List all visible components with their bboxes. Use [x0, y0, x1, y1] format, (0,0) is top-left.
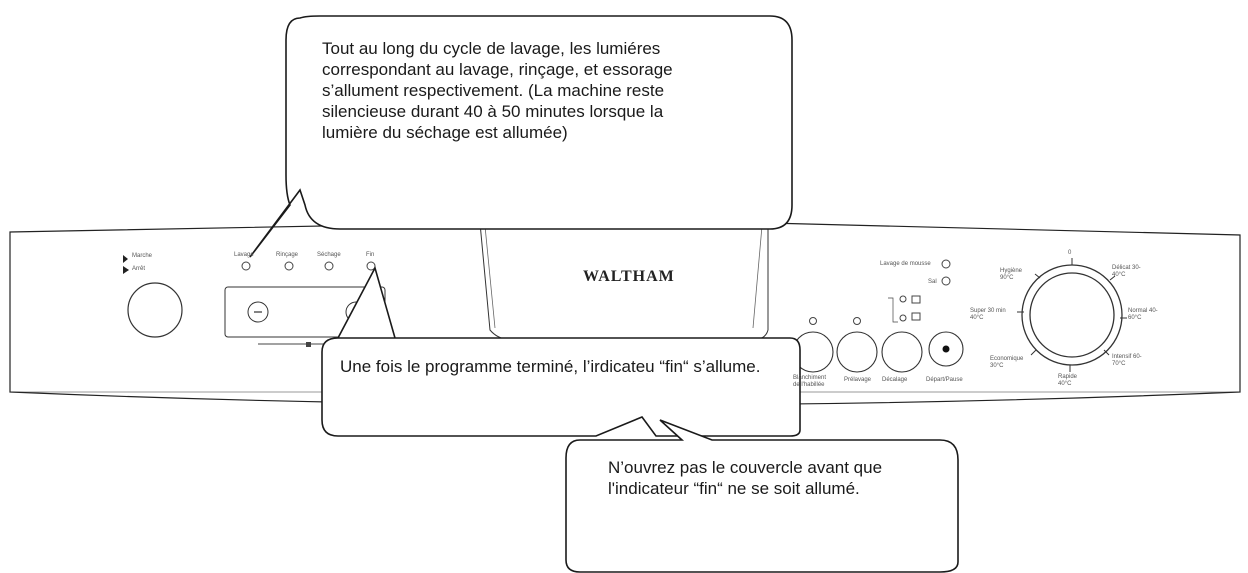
callout-cycle-lights-text: Tout au long du cycle de lavage, les lumiéres correspondant au lavage, rinçage, et essorage s’allument respectivement. (La machine reste silencieuse durant 40 à 50 minutes lorsque la lumière du séchage est allumée)	[322, 39, 673, 142]
brand-logo: WALTHAM	[583, 268, 675, 285]
status-light-1	[942, 260, 950, 268]
dial-label-0: 0	[1068, 250, 1072, 256]
button-label-blanchiment: Blanchiment de l'habillée	[793, 375, 827, 388]
program-dial-inner	[1030, 273, 1114, 357]
callout-fin-indicator-text: Une fois le programme terminé, l’irdicateu “fin“ s’allume.	[340, 357, 761, 376]
dial-label-super30: Super 30 min 40°C	[970, 308, 1006, 321]
button-label-decalage: Décalage	[882, 377, 908, 383]
power-label-off: Arrêt	[132, 266, 146, 272]
dial-label-economique: Economique 30°C	[990, 356, 1024, 369]
indicator-light-rincage	[285, 262, 293, 270]
indicator-label-sechage: Séchage	[317, 252, 341, 258]
status-light-2	[942, 277, 950, 285]
callout-lid-warning-text: N’ouvrez pas le couvercle avant que l'indicateur “fin“ ne se soit allumé.	[608, 458, 883, 498]
dial-label-delicat: Délicat 30-40°C	[1112, 265, 1141, 278]
button-led-2	[854, 318, 861, 325]
tub-icon-2	[912, 313, 920, 320]
status-label-1: Lavage de mousse	[880, 261, 931, 267]
dial-label-rapide: Rapide 40°C	[1058, 374, 1078, 387]
dial-label-intensif: Intensif 60-70°C	[1112, 354, 1142, 367]
indicator-light-sechage	[325, 262, 333, 270]
indicator-light-lavage	[242, 262, 250, 270]
indicator-label-fin: Fin	[366, 252, 375, 258]
power-label-on: Marche	[132, 253, 153, 259]
decalage-button	[882, 332, 922, 372]
tub-icon-1	[912, 296, 920, 303]
button-label-prelavage: Prélavage	[844, 377, 872, 383]
dial-label-normal: Normal 40-60°C	[1128, 308, 1158, 321]
indicator-label-lavage: Lavage	[234, 252, 254, 258]
indicator-label-rincage: Rinçage	[276, 252, 299, 258]
button-label-start-pause: Départ/Pause	[926, 377, 963, 383]
prelavage-button	[837, 332, 877, 372]
button-led-1	[810, 318, 817, 325]
status-label-2: Sal	[928, 279, 937, 285]
dial-label-hygiene: Hygiène 90°C	[1000, 268, 1023, 281]
power-knob	[128, 283, 182, 337]
